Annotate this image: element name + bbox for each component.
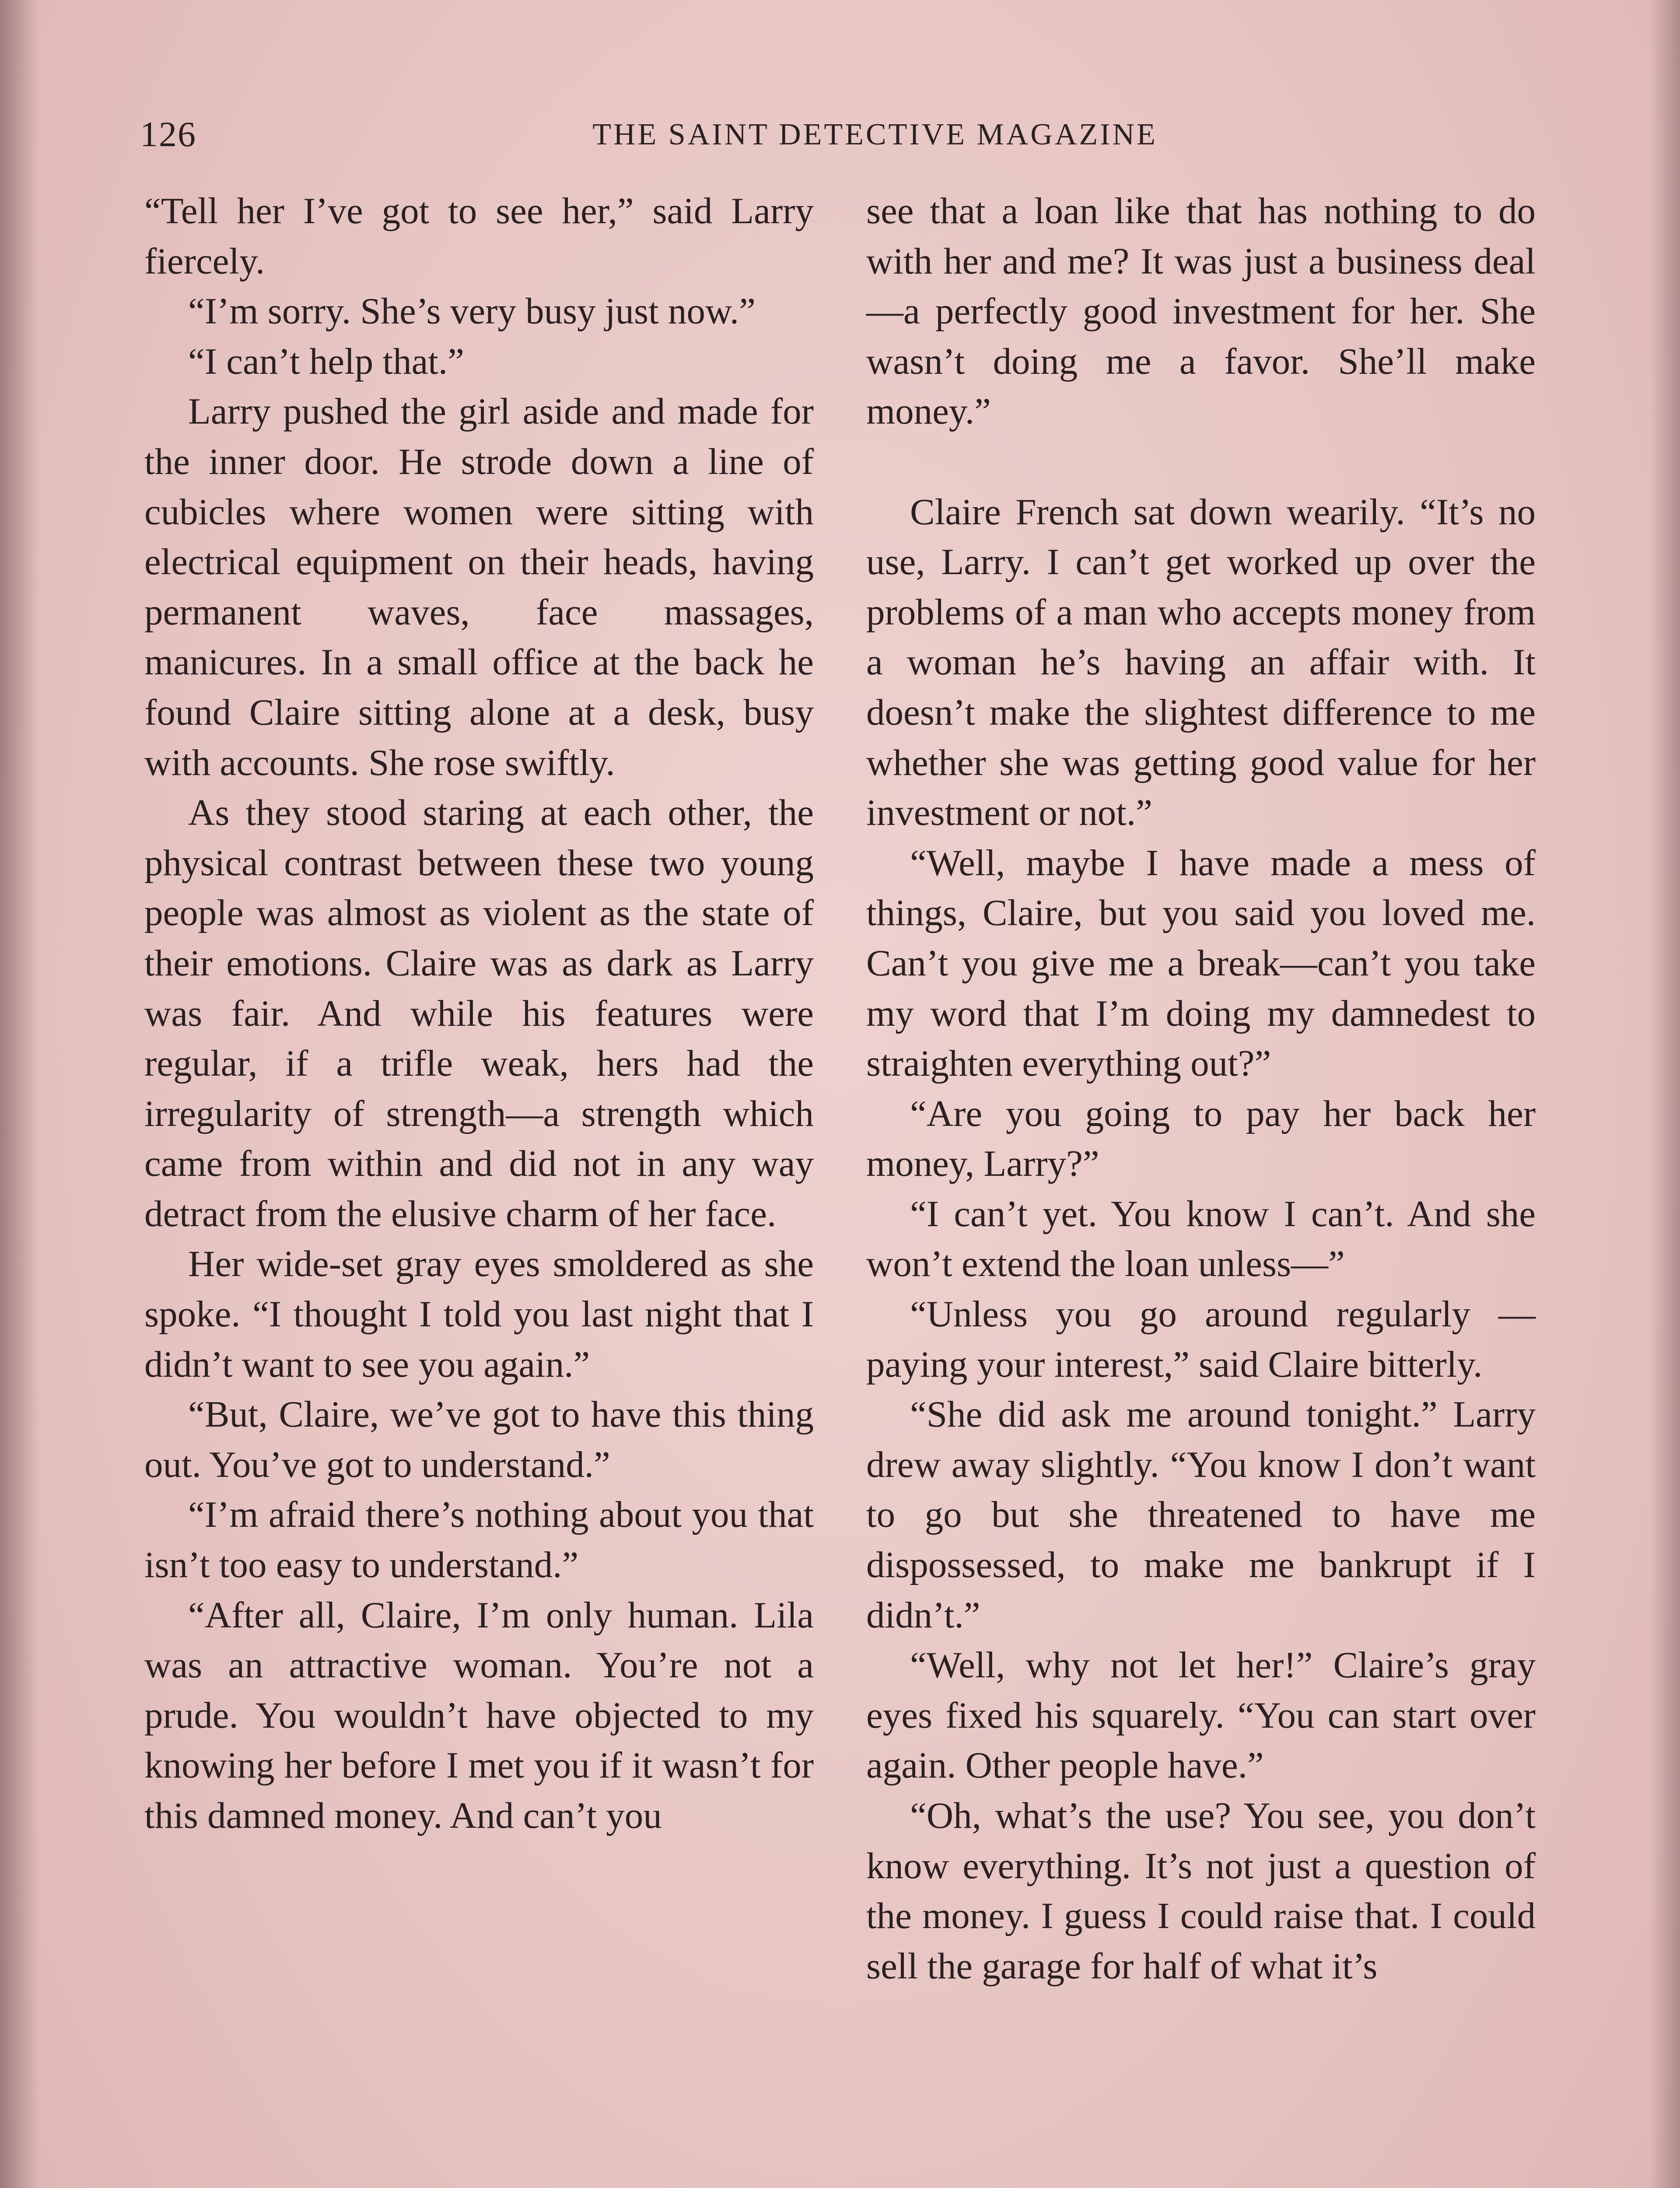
- page-number: 126: [140, 114, 196, 154]
- paragraph: “After all, Claire, I’m only human. Lila was an attractive woman. You’re not a prude. You wouldn’t have objected to my knowing her before I met you if it wasn’t for this damned money. And can’t you: [144, 1594, 814, 1836]
- left-column: [144, 186, 814, 1841]
- right-column: [866, 186, 1536, 1991]
- page-edge-shadow-left: [0, 0, 39, 2188]
- paragraph: see that a loan like that has nothing to do with her and me? It was just a business deal—a perfectly good investment for her. She wasn’t doing me a favor. She’ll make money.”: [866, 190, 1536, 432]
- paragraph: “Unless you go around regularly —paying your interest,” said Claire bitterly.: [866, 1294, 1536, 1385]
- paragraph: “I’m afraid there’s nothing about you that isn’t too easy to understand.”: [144, 1494, 814, 1586]
- paragraph: “I’m sorry. She’s very busy just now.”: [188, 291, 756, 332]
- paragraph: “Tell her I’ve got to see her,” said Larry fiercely.: [144, 190, 814, 282]
- paragraph: “Well, why not let her!” Claire’s gray eyes fixed his squarely. “You can start over again. Other people have.”: [866, 1645, 1536, 1786]
- paragraph: “I can’t yet. You know I can’t. And she won’t extend the loan unless—”: [866, 1193, 1536, 1285]
- paragraph: Her wide-set gray eyes smoldered as she spoke. “I thought I told you last night that I didn’t want to see you again.”: [144, 1243, 814, 1385]
- paragraph: “Well, maybe I have made a mess of things, Claire, but you said you loved me. Can’t you give me a break—can’t you take my word that I’m doing my damnedest to straighten everything out?”: [866, 842, 1536, 1084]
- page-header: [140, 114, 1553, 162]
- paragraph: “Oh, what’s the use? You see, you don’t know everything. It’s not just a question of the money. I guess I could raise that. I could sell the garage for half of what it’s: [866, 1795, 1536, 1987]
- running-title: THE SAINT DETECTIVE MAGAZINE: [592, 118, 1158, 151]
- page-edge-shadow-right: [1649, 0, 1680, 2188]
- paragraph: “I can’t help that.”: [188, 340, 464, 382]
- paragraph: Larry pushed the girl aside and made for the inner door. He strode down a line of cubicles where women were sitting with electrical equipment on their heads, having permanent waves, face massages, manicures. In a small office at the back he found Claire sitting alone at a desk, busy with accounts. She rose swiftly.: [144, 391, 814, 783]
- paragraph: As they stood staring at each other, the physical contrast between these two young people was almost as violent as the state of their emotions. Claire was as dark as Larry was fair. And while his features were regular, if a trifle weak, hers had the irregularity of strength—a strength which came from within and did not in any way detract from the elusive charm of her face.: [144, 792, 814, 1234]
- paragraph: “She did ask me around tonight.” Larry drew away slightly. “You know I don’t want to go but she threatened to have me dispossessed, to make me bankrupt if I didn’t.”: [866, 1394, 1536, 1636]
- paragraph: “Are you going to pay her back her money, Larry?”: [866, 1093, 1536, 1185]
- paragraph: Claire French sat down wearily. “It’s no use, Larry. I can’t get worked up over the problems of a man who accepts money from a woman he’s having an affair with. It doesn’t make the slightest difference to me whether she was getting good value for her investment or not.”: [866, 491, 1536, 834]
- paragraph: “But, Claire, we’ve got to have this thing out. You’ve got to understand.”: [144, 1394, 814, 1485]
